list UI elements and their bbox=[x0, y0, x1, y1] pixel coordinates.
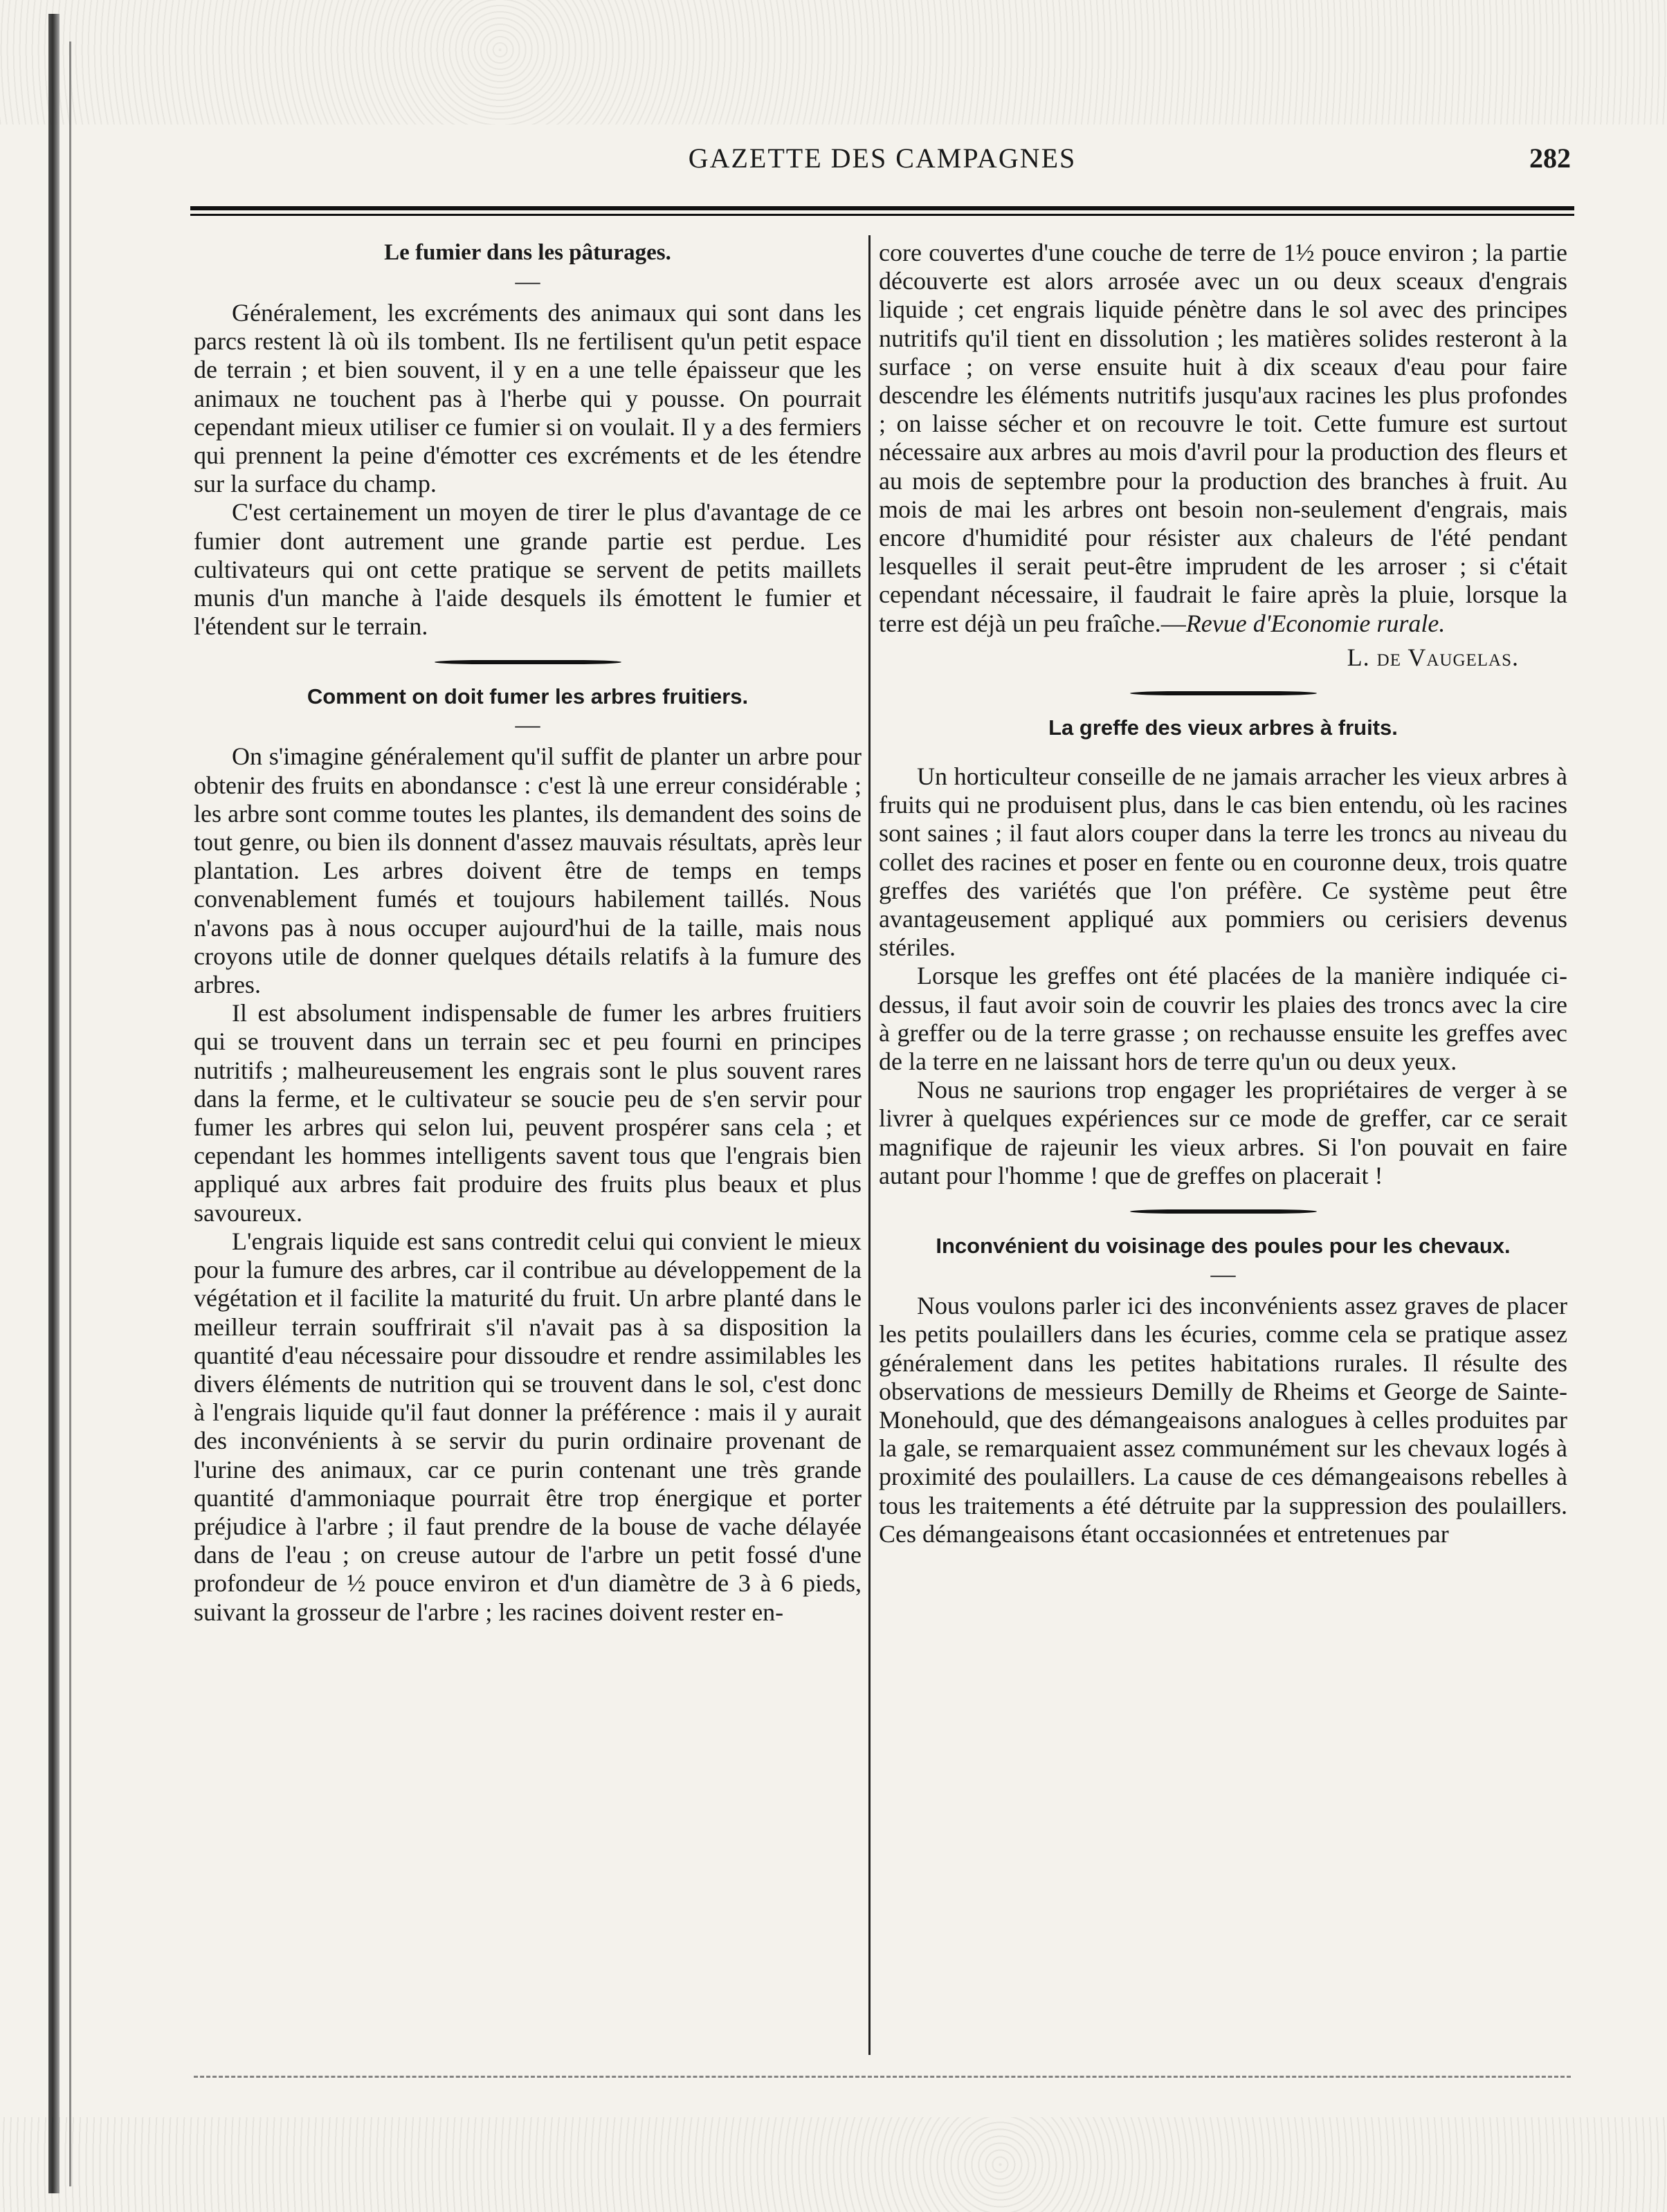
page-number: 282 bbox=[1529, 143, 1571, 174]
article-title: La greffe des vieux arbres à fruits. bbox=[1048, 715, 1398, 740]
header-rule bbox=[190, 206, 1574, 216]
binding-edge bbox=[48, 14, 60, 2193]
right-column bbox=[879, 239, 1567, 1548]
left-column bbox=[194, 239, 862, 1627]
article-title: Comment on doit fumer les arbres fruitiers. bbox=[307, 684, 749, 709]
author-signature: L. de Vaugelas. bbox=[1347, 643, 1519, 671]
article-title: Le fumier dans les pâturages. bbox=[384, 240, 671, 265]
paragraph: Nous voulons parler ici des inconvénients assez graves de placer les petits poulaillers dans les écuries, comme cela se pratique assez généralement dans les petites habitations rurales. Il résulte des observations de messieurs Demilly de Rheims et George de Sainte-Monehould, que des démangeaisons analogues à celles produites par la gale, se remarquaient assez communément sur les chevaux logés à proximité des poulaillers. La cause de ces démangeaisons rebelles à tous les traitements a été détruite par la suppression des poulaillers. Ces démangeaisons étant occasionnées et entretenues par bbox=[879, 1292, 1567, 1548]
article-separator bbox=[879, 1190, 1567, 1232]
paragraph: C'est certainement un moyen de tirer le plus d'avantage de ce fumier dont autrement une grande partie est perdue. Les cultivateurs qui ont cette pratique se servent de petits maillets munis d'un manche à l'aide desquels ils émottent le fumier et l'étendent sur le terrain. bbox=[194, 498, 862, 641]
continuation-text: core couvertes d'une couche de terre de 1½ pouce environ ; la partie découverte est alors arrosée avec un ou deux sceaux d'engrais liquide ; cet engrais liquide pénètre dans le sol avec des principes nutritifs qu'il tient en dissolution ; les matières solides resteront à la surface ; on verse ensuite huit à dix sceaux d'eau pour faire descendre les éléments nutritifs jusqu'aux racines les plus profondes ; on laisse sécher et on recouvre le toit. Cette fumure est surtout nécessaire aux arbres au mois d'avril pour la production des fleurs et au mois de septembre pour la production des branches à fruit. Au mois de mai les arbres ont besoin non-seulement d'engrais, mais encore d'humidité pour résister aux chaleurs de l'été pendant lesquelles il serait peut-être imprudent de les arroser ; si c'était cependant nécessaire, il faudrait le faire après la pluie, lorsque la terre est déjà un peu fraîche.— bbox=[879, 239, 1567, 637]
footer-rule bbox=[194, 2076, 1571, 2085]
source-citation: Revue d'Economie rurale. bbox=[1185, 609, 1446, 637]
article-separator bbox=[879, 672, 1567, 713]
column-divider bbox=[868, 235, 871, 2055]
paragraph: On s'imagine généralement qu'il suffit de planter un arbre pour obtenir des fruits en abondansce : c'est là une erreur considérable ; les arbre sont comme toutes les plantes, ils demandent des soins de tout genre, ou bien ils donnent d'assez mauvais résultats, après leur plantation. Les arbres doivent être de temps en temps convenablement fumés et toujours habilement taillés. Nous n'avons pas à nous occuper aujourd'hui de la taille, mais nous croyons utile de donner quelques détails relatifs à la fumure des arbres. bbox=[194, 742, 862, 999]
scan-noise-bottom bbox=[0, 2117, 1667, 2212]
article-separator bbox=[194, 641, 862, 682]
title-dash: — bbox=[515, 267, 540, 295]
paragraph: Il est absolument indispensable de fumer les arbres fruitiers qui se trouvent dans un terrain sec et peu fourni en principes nutritifs ; malheureusement les engrais sont le plus souvent rares dans la ferme, et le cultivateur se soucie peu de s'en servir pour fumer les arbres qui selon lui, peuvent prospérer sans cela ; et cependant les hommes intelligents savent tous que l'engrais bien appliqué aux arbres fait produire des fruits plus beaux et plus savoureux. bbox=[194, 999, 862, 1227]
scan-noise-top bbox=[0, 0, 1667, 125]
paragraph: Lorsque les greffes ont été placées de la manière indiquée ci-dessus, il faut avoir soin de couvrir les plaies des troncs avec la cire à greffer ou de la terre grasse ; on rechausse ensuite les greffes avec de la terre en ne laissant hors de terre qu'un ou deux yeux. bbox=[879, 962, 1567, 1076]
continuation-paragraph bbox=[879, 239, 1567, 638]
paragraph: L'engrais liquide est sans contredit celui qui convient le mieux pour la fumure des arbres, car il contribue au développement de la végétation et il facilite la maturité du fruit. Un arbre planté dans le meilleur terrain souffrirait s'il n'avait pas à sa disposition la quantité d'eau nécessaire pour dissoudre et rendre assimilables les divers éléments de nutrition qui se trouvent dans le sol, c'est donc à l'engrais liquide qu'il faut donner la préférence : mais il y aurait des inconvénients à se servir du purin ordinaire provenant de l'urine des animaux, car ce purin contenant une très grande quantité d'ammoniaque pourrait être trop énergique et porter préjudice à l'arbre ; il faut prendre de la bouse de vache délayée dans de l'eau ; on creuse autour de l'arbre un petit fossé d'une profondeur de ½ pouce environ et d'un diamètre de 3 à 6 pieds, suivant la grosseur de l'arbre ; les racines doivent rester en- bbox=[194, 1227, 862, 1626]
title-dash: — bbox=[515, 711, 540, 739]
journal-title: GAZETTE DES CAMPAGNES bbox=[688, 143, 1077, 174]
article-title: Inconvénient du voisinage des poules pour les chevaux. bbox=[936, 1234, 1511, 1259]
paragraph: Généralement, les excréments des animaux qui sont dans les parcs restent là où ils tombent. Ils ne fertilisent qu'un petit espace de terrain ; et bien souvent, il y en a une telle épaisseur que les animaux ne touchent pas à l'herbe qui y pousse. On pourrait cependant mieux utiliser ce fumier si on voulait. Il y a des fermiers qui prennent la peine d'émotter ces excréments et de les étendre sur la surface du champ. bbox=[194, 299, 862, 498]
page-header bbox=[194, 142, 1571, 183]
title-dash: — bbox=[1210, 1260, 1236, 1288]
binding-line bbox=[69, 42, 71, 2186]
paragraph: Un horticulteur conseille de ne jamais arracher les vieux arbres à fruits qui ne produisent plus, dans le cas bien entendu, où les racines sont saines ; il faut alors couper dans la terre les troncs au niveau du collet des racines et poser en fente ou en couronne deux, trois quatre greffes des variétés que l'on préfère. Ce système peut être avantageusement appliqué aux pommiers ou cerisiers devenus stériles. bbox=[879, 762, 1567, 962]
paragraph: Nous ne saurions trop engager les propriétaires de verger à se livrer à quelques expériences sur ce mode de greffer, car ce serait magnifique de rajeunir les vieux arbres. Si l'on pouvait en faire autant pour l'homme ! que de greffes on placerait ! bbox=[879, 1076, 1567, 1189]
